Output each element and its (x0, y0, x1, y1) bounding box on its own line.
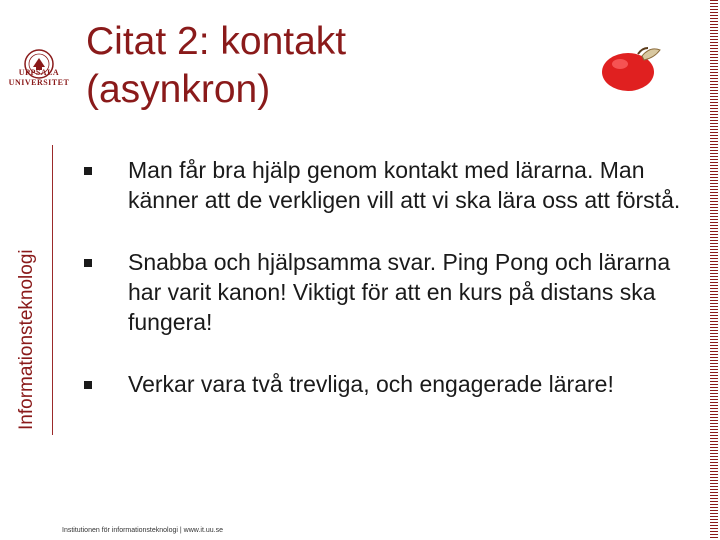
bullet-text: Man får bra hjälp genom kontakt med lärarna. Man känner att de verkligen vill att vi ska lära oss att förstå. (128, 157, 681, 213)
square-bullet-icon (84, 381, 92, 389)
sidebar-divider (52, 145, 53, 435)
title-line-2: (asynkron) (86, 68, 271, 111)
department-label: Informationsteknologi (16, 249, 37, 430)
list-item (84, 155, 704, 215)
bullet-text: Snabba och hjälpsamma svar. Ping Pong och lärarna har varit kanon! Viktigt för att en kurs på distans ska fungera! (128, 249, 671, 335)
square-bullet-icon (84, 167, 92, 175)
university-name: UPPSALA UNIVERSITET (8, 68, 70, 87)
bullet-list (84, 155, 704, 431)
decorative-border (710, 0, 718, 540)
title-line-1: Citat 2: kontakt (86, 20, 347, 63)
list-item (84, 369, 704, 399)
footer-text: Institutionen för informationsteknologi | www.it.uu.se (62, 527, 223, 534)
list-item (84, 247, 704, 337)
sidebar (0, 0, 78, 540)
bullet-text: Verkar vara två trevliga, och engagerade lärare! (128, 371, 614, 397)
square-bullet-icon (84, 259, 92, 267)
red-apple-clipart-icon (598, 40, 668, 96)
slide-title (86, 18, 546, 114)
